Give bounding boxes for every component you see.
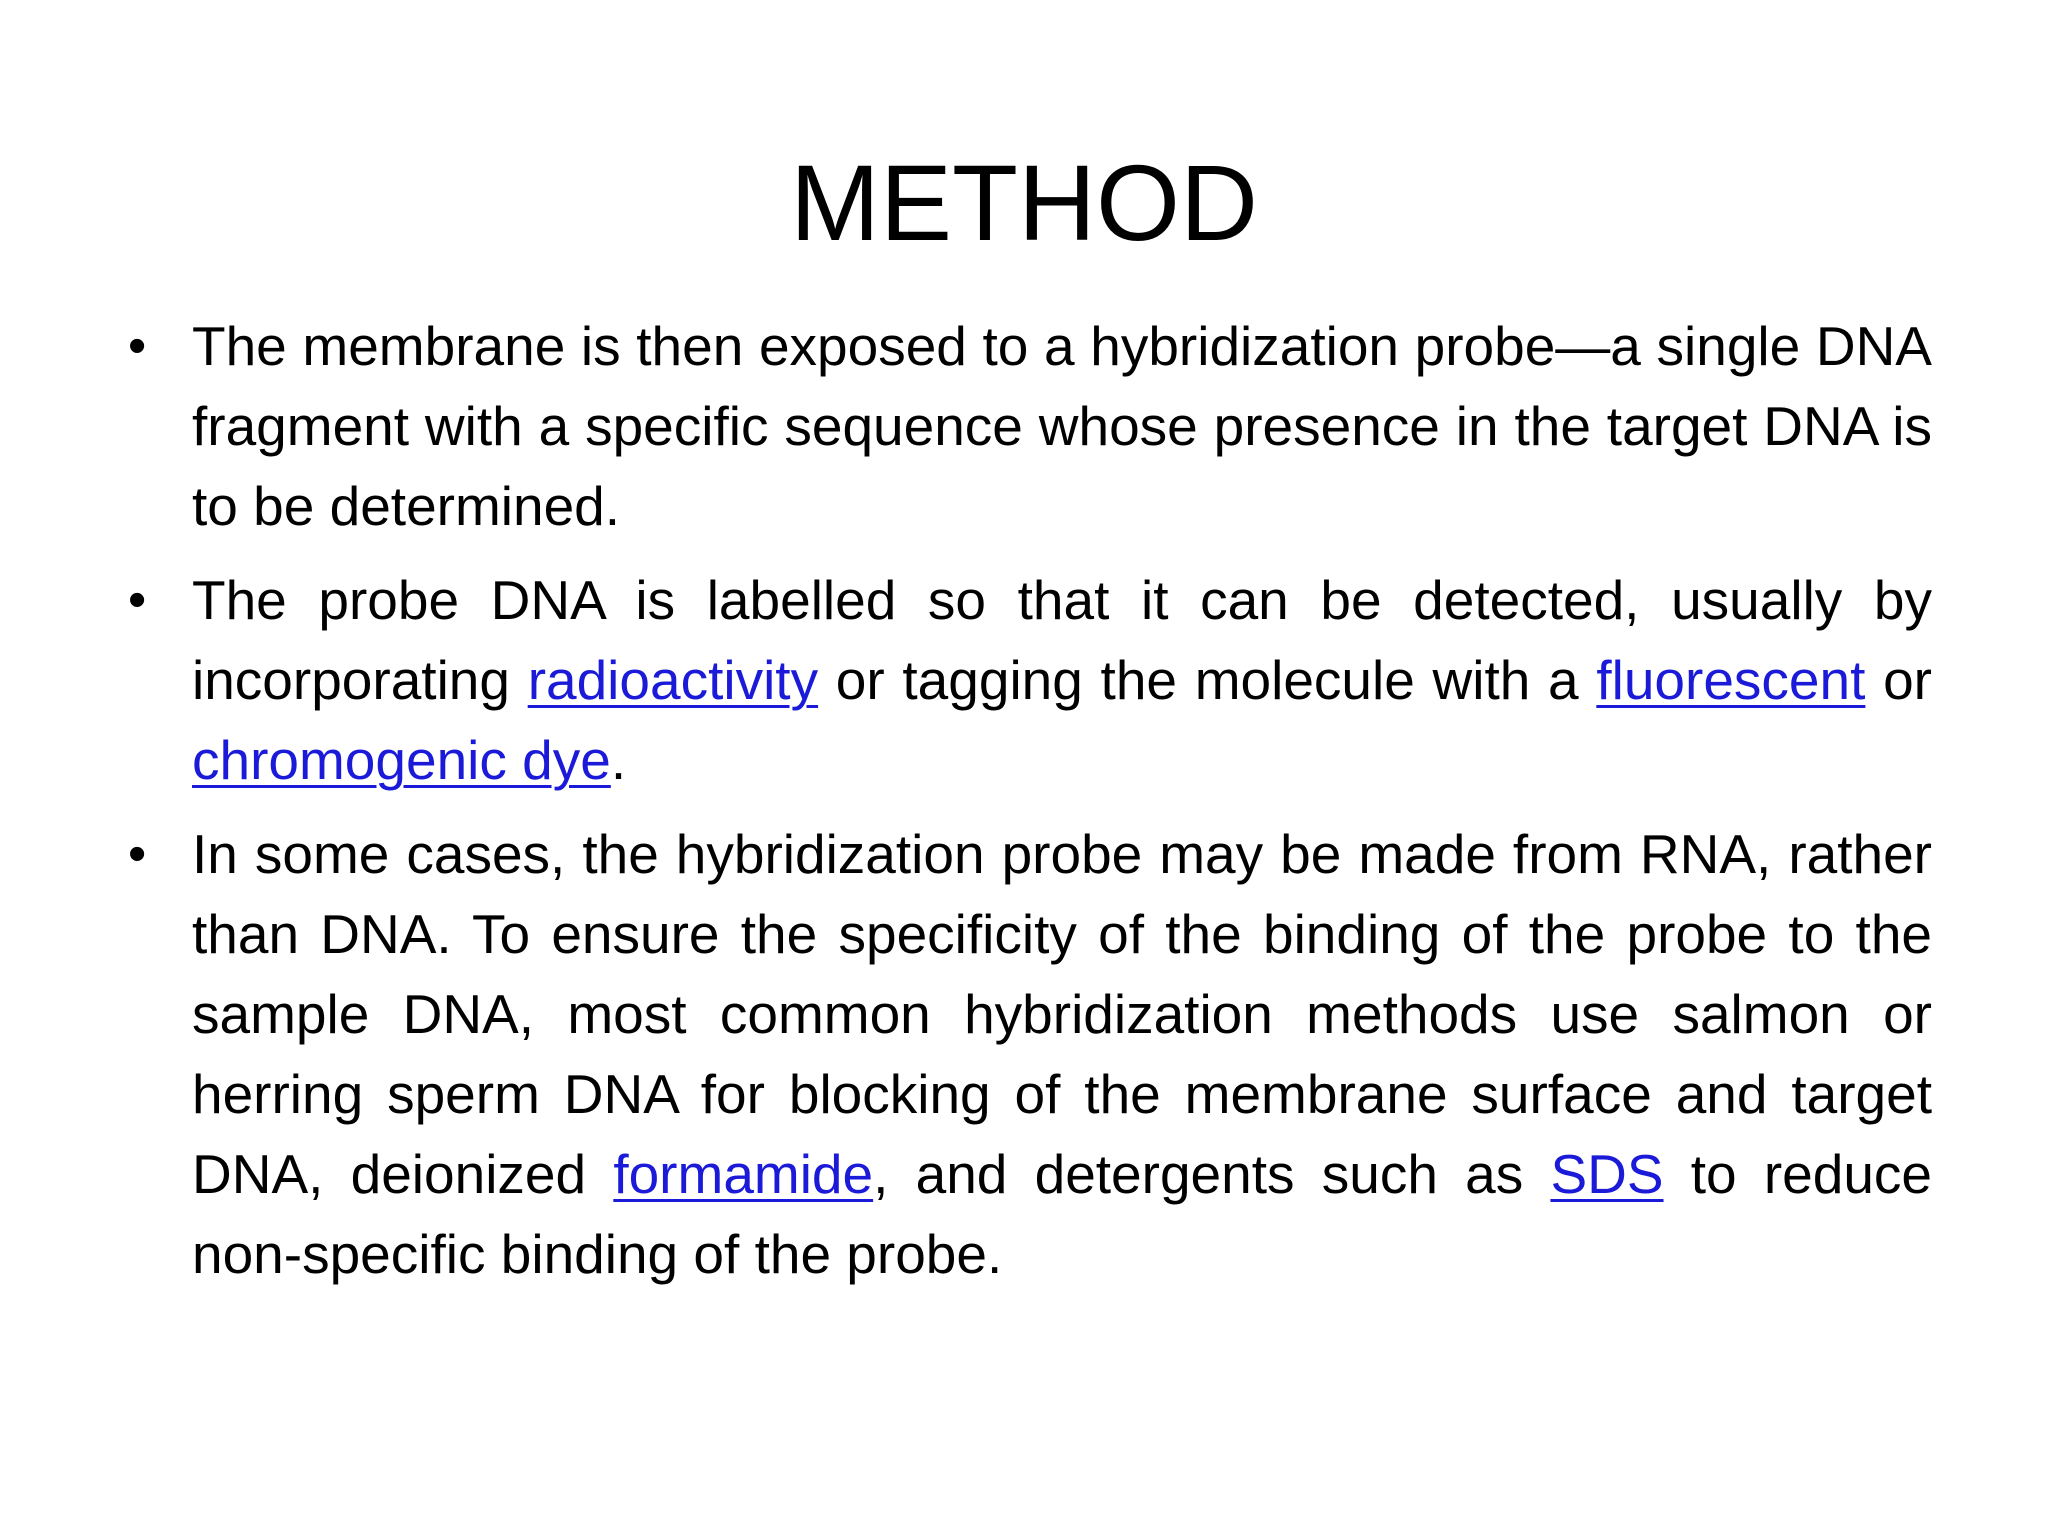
- link-formamide[interactable]: formamide: [613, 1143, 874, 1205]
- link-radioactivity[interactable]: radioactivity: [527, 649, 819, 711]
- bullet-text: In some cases, the hybridization probe may be made from RNA, rather than DNA. To ensure the specificity of the binding of the probe to the sample DNA, most common hybridization methods use salmon or herring sperm DNA for blocking of the membrane surface and target DNA, deionized: [192, 823, 1932, 1205]
- bullet-text: The probe DNA is labelled so that it can be detected, usually by incorporating: [192, 569, 1932, 711]
- link-fluorescent[interactable]: fluorescent: [1596, 649, 1866, 711]
- bullet-text: .: [610, 729, 627, 791]
- bullet-icon: •: [128, 317, 147, 375]
- bullet-item-1: [120, 306, 1932, 546]
- link-sds[interactable]: SDS: [1550, 1143, 1664, 1205]
- bullet-list: [120, 306, 1932, 1308]
- bullet-text: , and detergents such as: [873, 1143, 1551, 1205]
- bullet-text: The membrane is then exposed to a hybridization probe—a single DNA fragment with a specific sequence whose presence in the target DNA is to be determined.: [192, 315, 1932, 537]
- slide-title: METHOD: [790, 142, 1258, 263]
- bullet-icon: •: [128, 825, 147, 883]
- bullet-item-3: [120, 814, 1932, 1294]
- bullet-icon: •: [128, 571, 147, 629]
- bullet-text: to reduce non-specific binding of the probe.: [192, 1143, 1933, 1285]
- link-chromogenic-dye[interactable]: chromogenic dye: [192, 729, 611, 791]
- bullet-text: or tagging the molecule with a: [818, 649, 1597, 711]
- bullet-item-2: [120, 560, 1932, 800]
- bullet-text: or: [1865, 649, 1933, 711]
